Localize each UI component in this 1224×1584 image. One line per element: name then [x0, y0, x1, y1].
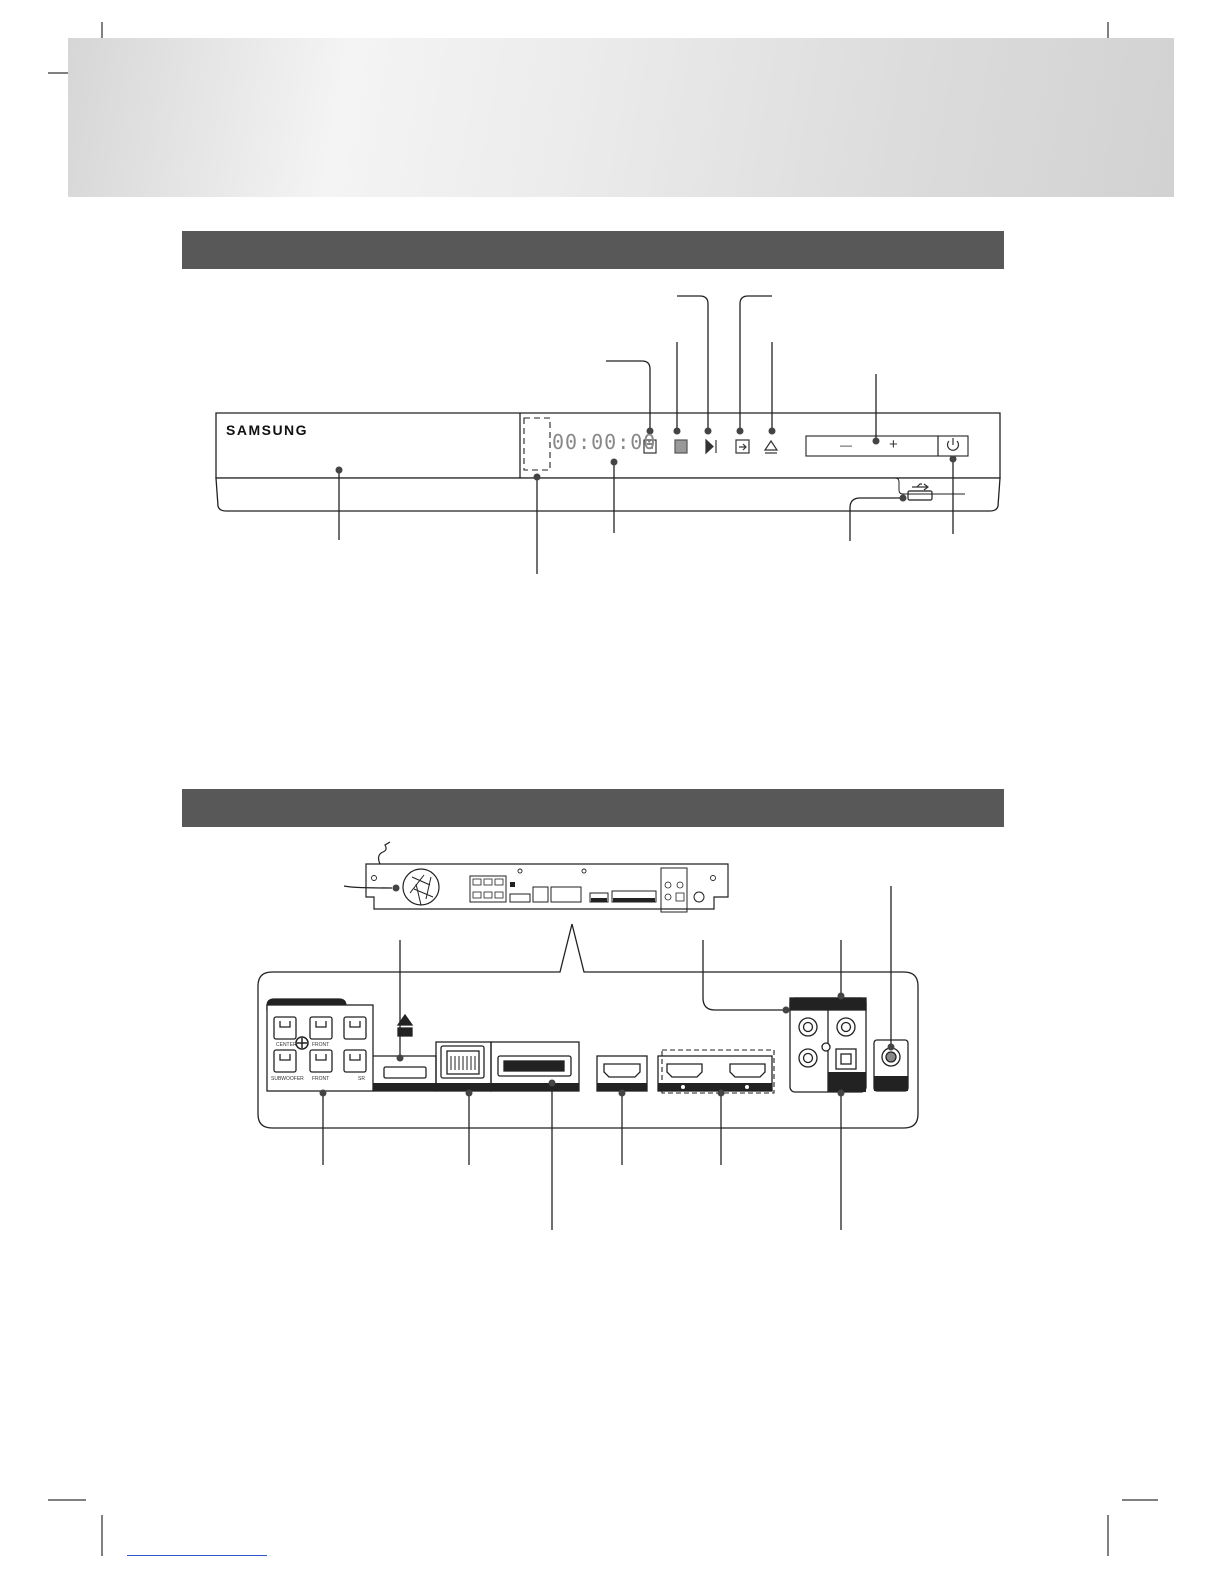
front-display: 00:00:00	[552, 430, 657, 454]
svg-text:FRONT: FRONT	[312, 1076, 330, 1082]
svg-text:SR: SR	[358, 1076, 365, 1082]
volume-plus-button[interactable]: +	[889, 436, 898, 453]
samsung-logo: SAMSUNG	[226, 422, 309, 438]
svg-text:FRONT: FRONT	[312, 1042, 330, 1048]
footer-link-underline[interactable]	[127, 1555, 267, 1556]
volume-minus-button[interactable]: —	[840, 438, 852, 452]
svg-text:SUBWOOFER: SUBWOOFER	[271, 1076, 304, 1082]
svg-text:CENTER: CENTER	[276, 1042, 297, 1048]
